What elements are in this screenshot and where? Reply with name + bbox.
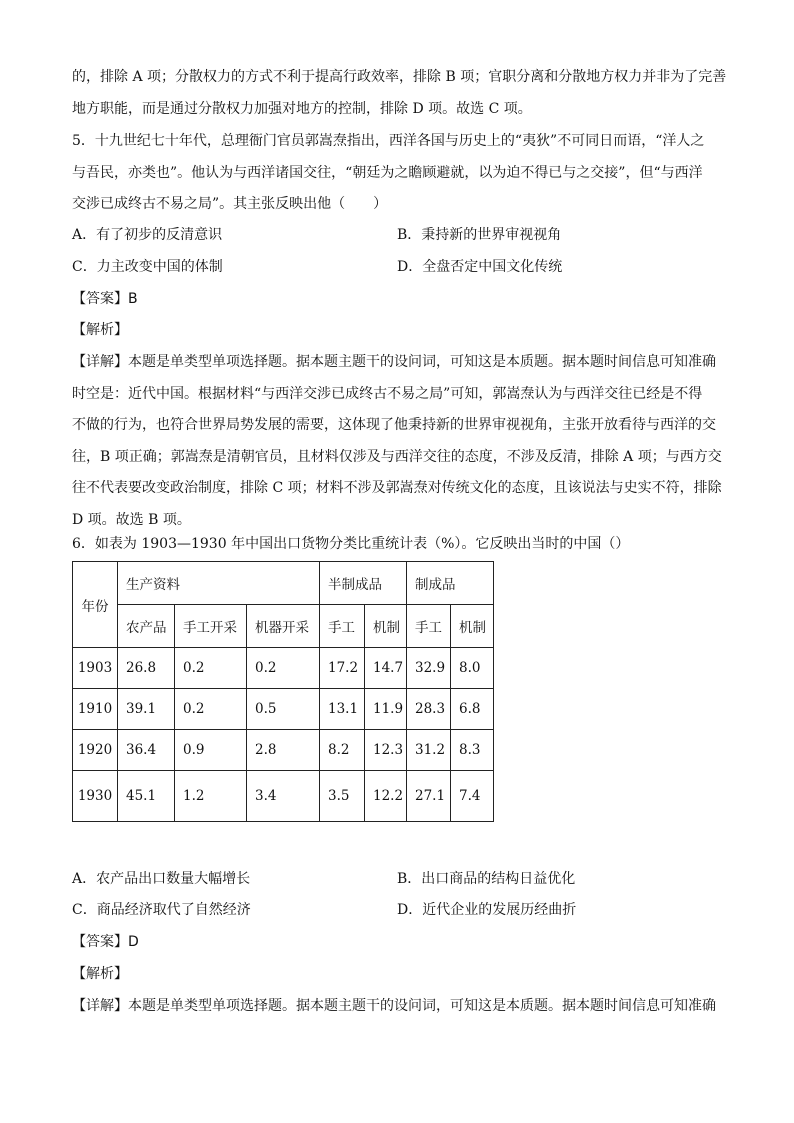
table-cell: 45.1 <box>118 771 175 822</box>
table-row <box>73 730 494 771</box>
table-row <box>73 771 494 822</box>
analysis-label: 【解析】 <box>72 322 128 338</box>
table-cell: 1903 <box>73 648 118 689</box>
table-cell: 17.2 <box>320 648 365 689</box>
table-cell: 8.3 <box>451 730 494 771</box>
export-table <box>72 561 494 822</box>
table-cell: 28.3 <box>407 689 451 730</box>
table-cell: 3.4 <box>247 771 320 822</box>
table-header-group: 半制成品 <box>320 562 407 605</box>
table-cell: 36.4 <box>118 730 175 771</box>
detail-line: 往，B 项正确；郭嵩焘是清朝官员，且材料仅涉及与西洋交往的态度，不涉及反清，排除 A 项；与西方交 <box>72 449 722 465</box>
question-6-stem: 6．如表为 1903—1930 年中国出口货物分类比重统计表（%）。它反映出当时的中国（） <box>72 536 630 552</box>
option-c: C．力主改变中国的体制 <box>72 259 223 275</box>
table-cell: 1.2 <box>175 771 247 822</box>
option-b: B．秉持新的世界审视视角 <box>397 227 562 243</box>
table-cell: 3.5 <box>320 771 365 822</box>
table-cell: 1930 <box>73 771 118 822</box>
detail-line: 不做的行为，也符合世界局势发展的需要，这体现了他秉持新的世界审视视角，主张开放看待与西洋的交 <box>72 417 716 433</box>
table-header-year: 年份 <box>73 562 118 648</box>
question-5-stem: 5．十九世纪七十年代，总理衙门官员郭嵩焘指出，西洋各国与历史上的“夷狄”不可同日而语，“洋人之 <box>72 133 705 149</box>
table-subheader: 机制 <box>365 605 407 648</box>
table-header-group: 制成品 <box>407 562 494 605</box>
table-cell: 7.4 <box>451 771 494 822</box>
table-cell: 8.0 <box>451 648 494 689</box>
table-cell: 6.8 <box>451 689 494 730</box>
table-cell: 27.1 <box>407 771 451 822</box>
detail-line: 往不代表要改变政治制度，排除 C 项；材料不涉及郭嵩焘对传统文化的态度，且该说法与史实不符，排除 <box>72 480 722 496</box>
table-row <box>73 648 494 689</box>
table-cell: 2.8 <box>247 730 320 771</box>
question-5-stem: 交涉已成终古不易之局”。其主张反映出他（ ） <box>72 196 388 212</box>
table-cell: 8.2 <box>320 730 365 771</box>
option-d: D．近代企业的发展历经曲折 <box>397 902 577 918</box>
option-a: A．农产品出口数量大幅增长 <box>72 871 251 887</box>
table-cell: 12.3 <box>365 730 407 771</box>
table-cell: 12.2 <box>365 771 407 822</box>
table-subheader: 机器开采 <box>247 605 320 648</box>
option-c: C．商品经济取代了自然经济 <box>72 902 251 918</box>
option-a: A．有了初步的反清意识 <box>72 227 223 243</box>
analysis-label: 【解析】 <box>72 966 128 982</box>
table-cell: 32.9 <box>407 648 451 689</box>
answer-label: 【答案】B <box>72 291 138 307</box>
detail-line: 【详解】本题是单类型单项选择题。据本题主题干的设问词，可知这是本质题。据本题时间信息可知准确 <box>72 998 716 1014</box>
table-header-group: 生产资料 <box>118 562 320 605</box>
table-cell: 0.5 <box>247 689 320 730</box>
table-subheader: 手工 <box>320 605 365 648</box>
question-5-stem: 与吾民，亦类也”。他认为与西洋诸国交往，“朝廷为之瞻顾避就，以为迫不得已与之交接”，但“与西洋 <box>72 165 703 181</box>
table-subheader: 手工 <box>407 605 451 648</box>
detail-line: 【详解】本题是单类型单项选择题。据本题主题干的设问词，可知这是本质题。据本题时间信息可知准确 <box>72 354 716 370</box>
table-cell: 1910 <box>73 689 118 730</box>
table-cell: 14.7 <box>365 648 407 689</box>
table-subheader: 机制 <box>451 605 494 648</box>
table-subheader: 手工开采 <box>175 605 247 648</box>
table-cell: 0.9 <box>175 730 247 771</box>
table-cell: 11.9 <box>365 689 407 730</box>
text-line: 的，排除 A 项；分散权力的方式不利于提高行政效率，排除 B 项；官职分离和分散地方权力并非为了完善 <box>72 69 727 85</box>
table-cell: 0.2 <box>247 648 320 689</box>
text-line: 地方职能，而是通过分散权力加强对地方的控制，排除 D 项。故选 C 项。 <box>72 101 532 117</box>
table-cell: 39.1 <box>118 689 175 730</box>
table-cell: 31.2 <box>407 730 451 771</box>
table-cell: 13.1 <box>320 689 365 730</box>
table-cell: 26.8 <box>118 648 175 689</box>
option-d: D．全盘否定中国文化传统 <box>397 259 563 275</box>
table-cell: 0.2 <box>175 648 247 689</box>
table-row <box>73 689 494 730</box>
table-subheader: 农产品 <box>118 605 175 648</box>
detail-line: D 项。故选 B 项。 <box>72 512 191 528</box>
detail-line: 时空是：近代中国。根据材料“与西洋交涉已成终古不易之局”可知，郭嵩焘认为与西洋交往已经是不得 <box>72 386 703 402</box>
answer-label: 【答案】D <box>72 934 139 950</box>
option-b: B．出口商品的结构日益优化 <box>397 871 576 887</box>
table-cell: 0.2 <box>175 689 247 730</box>
table-cell: 1920 <box>73 730 118 771</box>
